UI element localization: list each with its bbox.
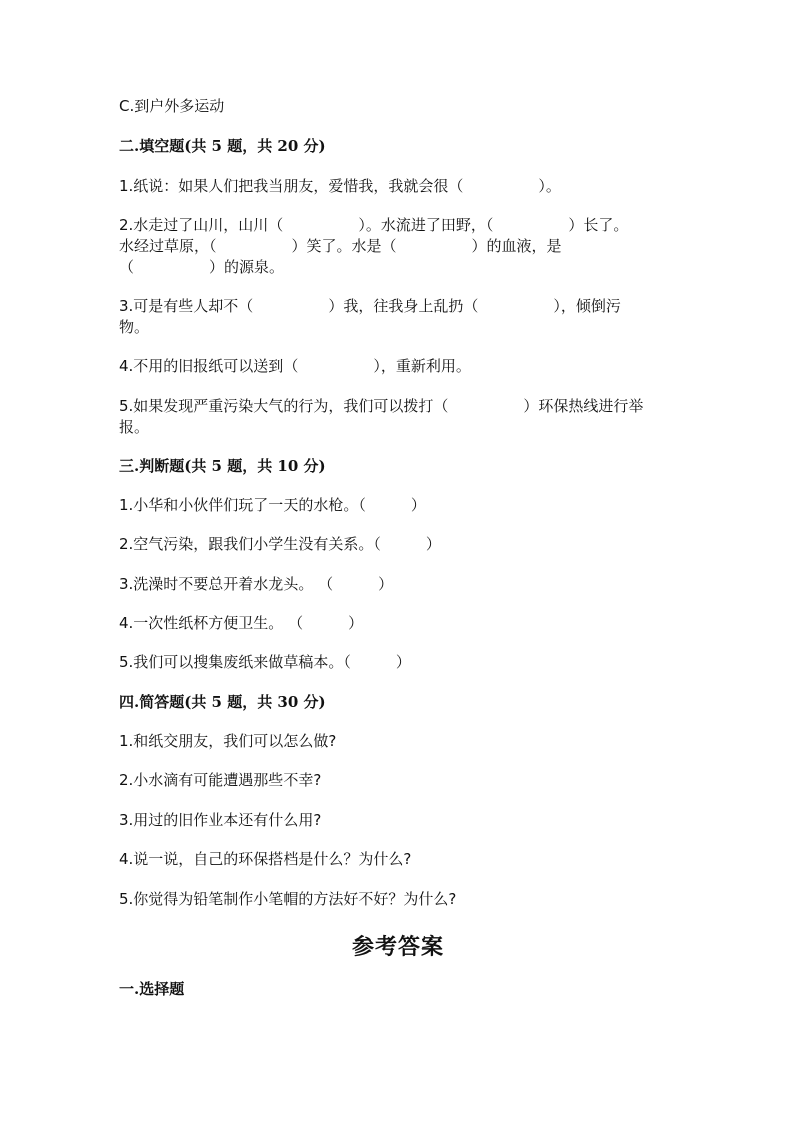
fill-question-2-line-1: 2.水走过了山川，山川（ ）。水流进了田野，（ ）长了。 (119, 216, 629, 234)
judge-question-5: 5.我们可以搜集废纸来做草稿本。（ ） (119, 653, 411, 671)
short-question-5: 5.你觉得为铅笔制作小笔帽的方法好不好？为什么? (119, 890, 457, 908)
section-heading-short-answer: 四.简答题(共 5 题，共 30 分) (119, 693, 326, 711)
answer-section-choice-heading: 一.选择题 (119, 980, 185, 998)
section-heading-true-false: 三.判断题(共 5 题，共 10 分) (119, 457, 326, 475)
short-question-3: 3.用过的旧作业本还有什么用? (119, 811, 322, 829)
short-question-2: 2.小水滴有可能遭遇那些不幸? (119, 771, 322, 789)
judge-question-2: 2.空气污染，跟我们小学生没有关系。（ ） (119, 535, 441, 553)
fill-question-5-line-1: 5.如果发现严重污染大气的行为，我们可以拨打（ ）环保热线进行举 (119, 397, 644, 415)
judge-question-4: 4.一次性纸杯方便卫生。 （ ） (119, 614, 364, 632)
option-c: C.到户外多运动 (119, 97, 225, 115)
fill-question-3-line-2: 物。 (119, 318, 150, 336)
short-question-1: 1.和纸交朋友，我们可以怎么做? (119, 732, 337, 750)
fill-question-3-line-1: 3.可是有些人却不（ ）我，往我身上乱扔（ ），倾倒污 (119, 297, 621, 315)
fill-question-4: 4.不用的旧报纸可以送到（ ），重新利用。 (119, 357, 471, 375)
fill-question-2-line-3: （ ）的源泉。 (119, 258, 285, 276)
answer-key-title: 参考答案 (351, 934, 444, 960)
short-question-4: 4.说一说，自己的环保搭档是什么？为什么? (119, 850, 412, 868)
judge-question-1: 1.小华和小伙伴们玩了一天的水枪。（ ） (119, 496, 426, 514)
section-heading-fill-blank: 二.填空题(共 5 题，共 20 分) (119, 137, 326, 155)
fill-question-5-line-2: 报。 (119, 418, 150, 436)
fill-question-1: 1.纸说：如果人们把我当朋友，爱惜我，我就会很（ ）。 (119, 177, 561, 195)
fill-question-2-line-2: 水经过草原，（ ）笑了。水是（ ）的血液，是 (119, 237, 562, 255)
judge-question-3: 3.洗澡时不要总开着水龙头。 （ ） (119, 575, 394, 593)
